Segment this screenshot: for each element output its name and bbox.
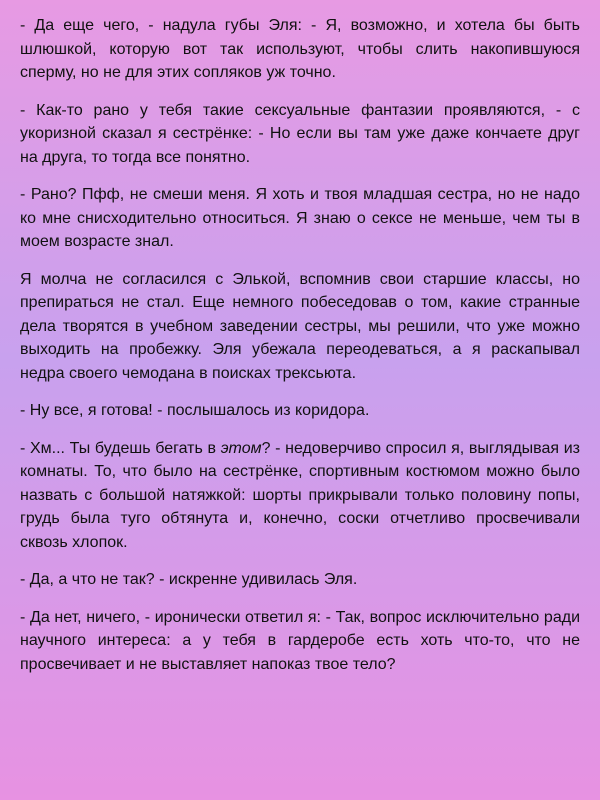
paragraph-6 <box>20 437 580 555</box>
paragraph-1: - Да еще чего, - надула губы Эля: - Я, возможно, и хотела бы быть шлюшкой, которую вот так используют, чтобы слить накопившуюся сперму, но не для этих сопляков уж точно. <box>20 17 580 81</box>
paragraph-6-emphasis: этом <box>220 439 262 457</box>
paragraph-3: - Рано? Пфф, не смеши меня. Я хоть и твоя младшая сестра, но не надо ко мне снисходительно относиться. Я знаю о сексе не меньше, чем ты в моем возрасте знал. <box>20 186 580 250</box>
paragraph-4: Я молча не согласился с Элькой, вспомнив свои старшие классы, но препираться не стал. Еще немного побеседовав о том, какие странные дела творятся в учебном заведении сестры, мы решили, что уже можно выходить на пробежку. Эля убежала переодеваться, а я раскапывал недра своего чемодана в поисках трексьюта. <box>20 270 580 382</box>
paragraph-6-start: - Хм... Ты будешь бегать в <box>20 439 221 457</box>
paragraph-5: - Ну все, я готова! - послышалось из коридора. <box>20 402 370 419</box>
paragraph-6-end: ? - недоверчиво спросил я, выглядывая из комнаты. То, что было на сестрёнке, спортивным костюмом можно было назвать с большой натяжкой: шорты прикрывали только половину попы, грудь была туго обтянута и, конечно, соски отчетливо просвечивали сквозь хлопок. <box>20 439 581 551</box>
paragraph-7: - Да, а что не так? - искренне удивилась Эля. <box>20 571 358 588</box>
story-page <box>20 14 580 786</box>
paragraph-8: - Да нет, ничего, - иронически ответил я: - Так, вопрос исключительно ради научного интереса: а у тебя в гардеробе есть хоть что-то, что не просвечивает и не выставляет напоказ твое тело? <box>20 608 580 673</box>
paragraph-2: - Как-то рано у тебя такие сексуальные фантазии проявляются, - с укоризной сказал я сестрёнке: - Но если вы там уже даже кончаете друг на друга, то тогда все понятно. <box>20 101 580 166</box>
